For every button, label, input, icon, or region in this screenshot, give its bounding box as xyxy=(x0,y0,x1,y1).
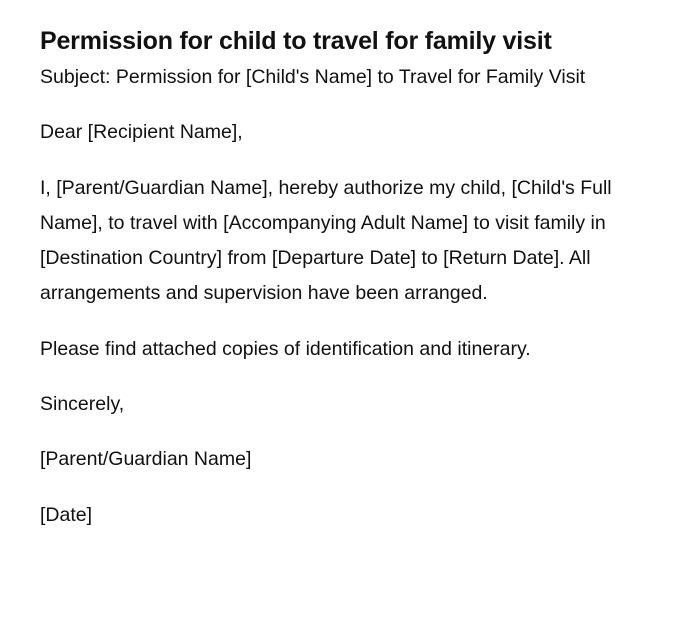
signature-line: [Parent/Guardian Name] xyxy=(40,448,252,471)
letter-salutation: Dear [Recipient Name], xyxy=(40,121,243,144)
letter-document xyxy=(40,22,650,553)
document-title: Permission for child to travel for family visit xyxy=(40,27,552,55)
date-line: [Date] xyxy=(40,503,93,526)
letter-body: I, [Parent/Guardian Name], hereby authorize my child, [Child's Full Name], to travel with [Accompanying Adult Name] to visit family in [Destination Country] from [Departure Date] to [Return Date]. All arrangements and supervision have been arranged. xyxy=(40,176,612,305)
letter-closing: Sincerely, xyxy=(40,393,125,416)
attachments-note: Please find attached copies of identification and itinerary. xyxy=(40,337,531,360)
letter-subject: Subject: Permission for [Child's Name] to Travel for Family Visit xyxy=(40,66,586,88)
